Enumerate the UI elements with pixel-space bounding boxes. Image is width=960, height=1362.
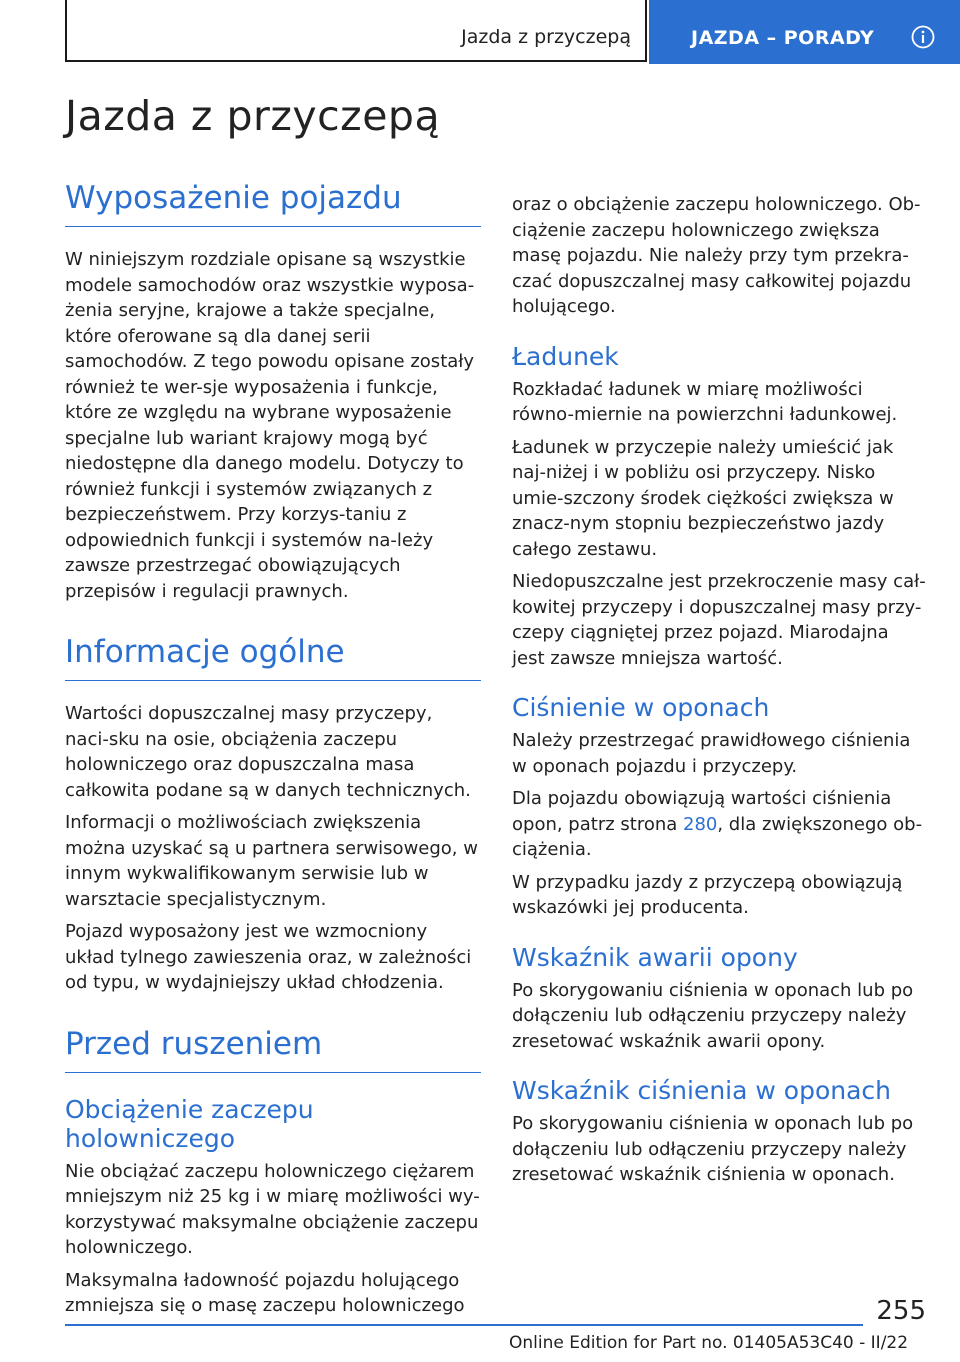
heading-flat-tyre-monitor: Wskaźnik awarii opony [512,942,798,972]
heading-tyre-pressure-monitor: Wskaźnik ciśnienia w oponach [512,1076,891,1105]
header-section-title: Jazda z przyczepą [461,26,631,48]
heading-general-information: Informacje ogólne [65,634,481,681]
heading-hitch-load: Obciążenie zaczepu holowniczego [65,1094,314,1153]
header-section-box [65,0,647,62]
paragraph-hitch-continued: oraz o obciążenie zaczepu holowniczego. Ob-ciążenie zaczepu holowniczego zwiększa masę pojazdu. Nie należy przy tym przekra-czać dopuszczalnej masy całkowitej pojazdu holującego. [512,194,921,317]
heading-load: Ładunek [512,341,619,371]
edition-note: Online Edition for Part no. 01405A53C40 - II/22 [509,1333,909,1353]
info-circle-icon [911,25,935,49]
paragraph-pressure-2 [512,786,926,863]
paragraph-load-2: Ładunek w przyczepie należy umieścić jak naj-niżej i w pobliżu osi przyczepy. Nisko umie-szczony środek ciężkości zwiększa w znacz-nym stopniu bezpieczeństwo jazdy całego zestawu. [512,436,894,560]
page-header [65,0,960,64]
paragraph-load-1: Rozkładać ładunek w miarę możliwości równo-miernie na powierzchni ładunkowej. [512,378,898,425]
paragraph-pressure-3: W przypadku jazdy z przyczepą obowiązują wskazówki jej producenta. [512,871,903,918]
page-number: 255 [876,1296,926,1326]
heading-tyre-pressure: Ciśnienie w oponach [512,693,770,722]
left-column [65,180,481,1319]
paragraph-general-2: Informacji o możliwościach zwiększenia można uzyskać są u partnera serwisowego, w innym wykwalifikowanym serwisie lub w warsztacie specjalistycznym. [65,812,478,910]
paragraph-vehicle-equipment: W niniejszym rozdziale opisane są wszystkie modele samochodów oraz wszystkie wyposa-żenia seryjne, krajowe a także specjalne, które oferowane są dla danej serii samochodów. Z tego powodu opisane zostały również te wer-sje wyposażenia i funkcje, które ze względu na wybrane wyposażenie specjalne lub wariant krajowy mogą być niedostępne dla danego modelu. Dotyczy to również funkcji i systemów związanych z bezpieczeństwem. Przy korzys-taniu z odpowiednich funkcji i systemów na-leży zawsze przestrzegać obowiązujących przepisów i regulacji prawnych. [65,249,475,602]
paragraph-flat-tyre: Po skorygowaniu ciśnienia w oponach lub po dołączeniu lub odłączeniu przyczepy należy zresetować wskaźnik awarii opony. [512,979,914,1052]
paragraph-hitch-1: Nie obciążać zaczepu holowniczego ciężarem mniejszym niż 25 kg i w miarę możliwości wy-korzystywać maksymalne obciążenie zaczepu holowniczego. [65,1160,480,1258]
paragraph-tyre-pressure-monitor: Po skorygowaniu ciśnienia w oponach lub po dołączeniu lub odłączeniu przyczepy należy zresetować wskaźnik ciśnienia w oponach. [512,1113,914,1185]
paragraph-general-3: Pojazd wyposażony jest we wzmocniony układ tylnego zawieszenia oraz, w zależności od typu, w wydajniejszy układ chłodzenia. [65,921,472,993]
header-chapter-tab [649,0,960,64]
paragraph-load-3: Niedopuszczalne jest przekroczenie masy cał-kowitej przyczepy i dopuszczalnej masy przy-czepy ciągniętej przez pojazd. Miarodajna jest zawsze mniejsza wartość. [512,571,926,669]
paragraph-general-1: Wartości dopuszczalnej masy przyczepy, naci-sku na osie, obciążenia zaczepu holowniczego oraz dopuszczalna masa całkowita podane są w danych technicznych. [65,703,471,801]
paragraph-pressure-1: Należy przestrzegać prawidłowego ciśnienia w oponach pojazdu i przyczepy. [512,730,911,777]
footer-divider [65,1324,863,1326]
page-reference-link[interactable]: 280 [683,813,718,835]
heading-before-driving: Przed ruszeniem [65,1026,481,1073]
page-title: Jazda z przyczepą [65,92,441,140]
pressure-text-end: , dla zwiększonego ob-ciążenia. [512,813,923,860]
header-chapter-title: JAZDA – PORADY [691,27,875,49]
heading-vehicle-equipment: Wyposażenie pojazdu [65,180,481,227]
right-column [512,192,926,1188]
pressure-text-start: Dla pojazdu obowiązują wartości ciśnienia opon, patrz strona [512,788,892,835]
paragraph-hitch-2: Maksymalna ładowność pojazdu holującego zmniejsza się o masę zaczepu holowniczego [65,1269,465,1316]
